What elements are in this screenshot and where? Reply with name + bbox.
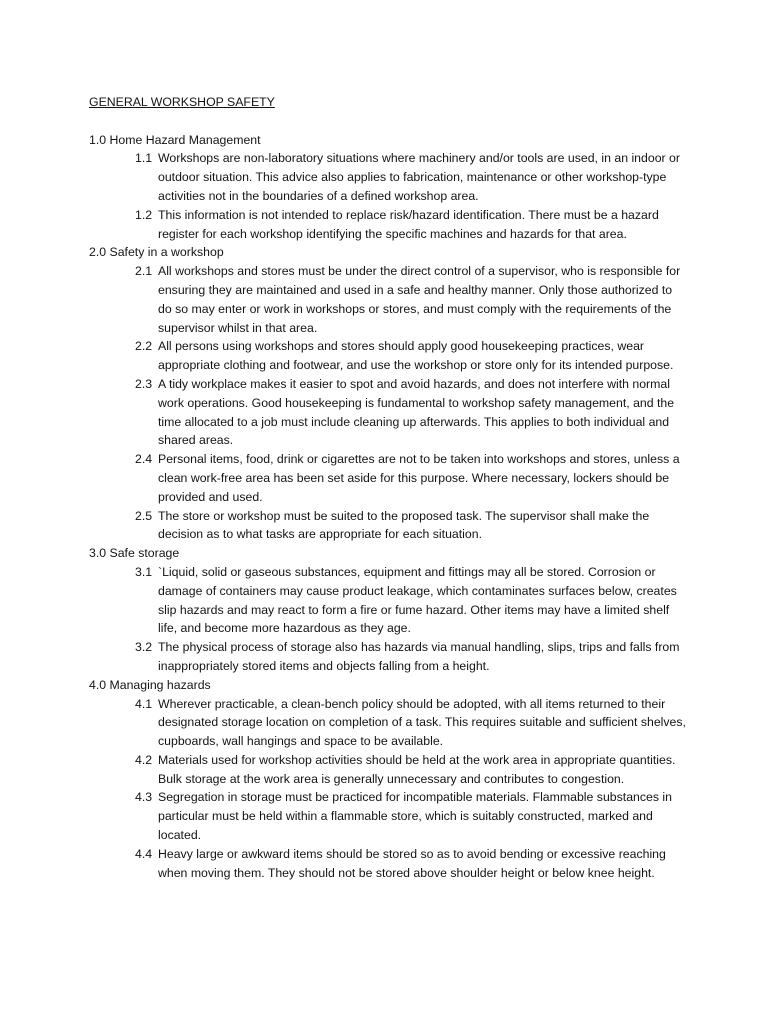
list-item — [89, 695, 689, 751]
list-item — [89, 206, 689, 244]
item-number: 1.2 — [135, 207, 153, 222]
list-item — [89, 262, 689, 337]
section-heading: 1.0 Home Hazard Management — [89, 132, 261, 147]
item-number: 2.2 — [135, 339, 153, 354]
item-text: Segregation in storage must be practiced for incompatible materials. Flammable substances in particular must be held within a flammable store, which is suitably constructed, marked and located. — [158, 790, 672, 843]
section-heading: 4.0 Managing hazards — [89, 677, 211, 692]
document-title: GENERAL WORKSHOP SAFETY — [89, 95, 275, 109]
item-number: 4.1 — [135, 696, 153, 711]
item-text: Wherever practicable, a clean-bench policy should be adopted, with all items returned to their designated storage location on completion of a task. This requires suitable and sufficient shelves, cupboards, wall hangings and space to be available. — [158, 696, 686, 749]
item-number: 2.1 — [135, 264, 153, 279]
section-1 — [89, 131, 689, 244]
list-item — [89, 149, 689, 205]
section-heading: 2.0 Safety in a workshop — [89, 245, 224, 260]
item-number: 2.5 — [135, 508, 153, 523]
item-number: 4.4 — [135, 846, 153, 861]
item-number: 1.1 — [135, 151, 153, 166]
list-item — [89, 337, 689, 375]
list-item — [89, 450, 689, 506]
item-number: 4.2 — [135, 752, 153, 767]
item-text: All workshops and stores must be under the direct control of a supervisor, who is responsible for ensuring they are maintained and used in a safe and healthy manner. Only those authorized to do so may enter or work in workshops or stores, and must comply with the requirements of the supervisor whilst in that area. — [158, 264, 681, 335]
item-text: Materials used for workshop activities should be held at the work area in appropriate quantities. Bulk storage at the work area is generally unnecessary and contributes to congestion. — [158, 752, 676, 786]
item-text: `Liquid, solid or gaseous substances, equipment and fittings may all be stored. Corrosion or damage of containers may cause product leakage, which contaminates surfaces below, creates slip hazards and may react to form a fire or fume hazard. Other items may have a limited shelf life, and become more hazardous as they age. — [158, 564, 677, 636]
item-number: 2.4 — [135, 452, 153, 467]
item-text: A tidy workplace makes it easier to spot and avoid hazards, and does not interfere with normal work operations. Good housekeeping is fundamental to workshop safety management, and the time allocated to a job must include cleaning up afterwards. This applies to both individual and shared areas. — [158, 376, 675, 448]
item-text: This information is not intended to replace risk/hazard identification. There must be a hazard register for each workshop identifying the specific machines and hazards for that area. — [158, 207, 659, 241]
item-number: 2.3 — [135, 376, 153, 391]
item-number: 4.3 — [135, 790, 153, 805]
list-item — [89, 845, 689, 883]
list-item — [89, 638, 689, 676]
item-text: The store or workshop must be suited to the proposed task. The supervisor shall make the decision as to what tasks are appropriate for each situation. — [158, 508, 650, 542]
list-item — [89, 507, 689, 545]
document-body — [89, 93, 689, 882]
item-text: Workshops are non-laboratory situations where machinery and/or tools are used, in an indoor or outdoor situation. This advice also applies to fabrication, maintenance or other workshop-type activities not in the boundaries of a defined workshop area. — [158, 151, 680, 203]
item-text: All persons using workshops and stores should apply good housekeeping practices, wear appropriate clothing and footwear, and use the workshop or store only for its intended purpose. — [158, 339, 674, 373]
list-item — [89, 788, 689, 844]
section-heading: 3.0 Safe storage — [89, 546, 180, 561]
section-3 — [89, 544, 689, 676]
list-item — [89, 563, 689, 638]
section-2 — [89, 243, 689, 544]
item-text: Heavy large or awkward items should be stored so as to avoid bending or excessive reaching when moving them. They should not be stored above shoulder height or below knee height. — [158, 846, 666, 880]
item-text: Personal items, food, drink or cigarettes are not to be taken into workshops and stores, unless a clean work-free area has been set aside for this purpose. Where necessary, lockers should be provided and used. — [158, 452, 680, 504]
item-number: 3.2 — [135, 640, 153, 655]
item-number: 3.1 — [135, 564, 153, 579]
item-text: The physical process of storage also has hazards via manual handling, slips, trips and falls from inappropriately stored items and objects falling from a height. — [158, 640, 680, 673]
section-4 — [89, 676, 689, 883]
list-item — [89, 375, 689, 450]
list-item — [89, 751, 689, 789]
